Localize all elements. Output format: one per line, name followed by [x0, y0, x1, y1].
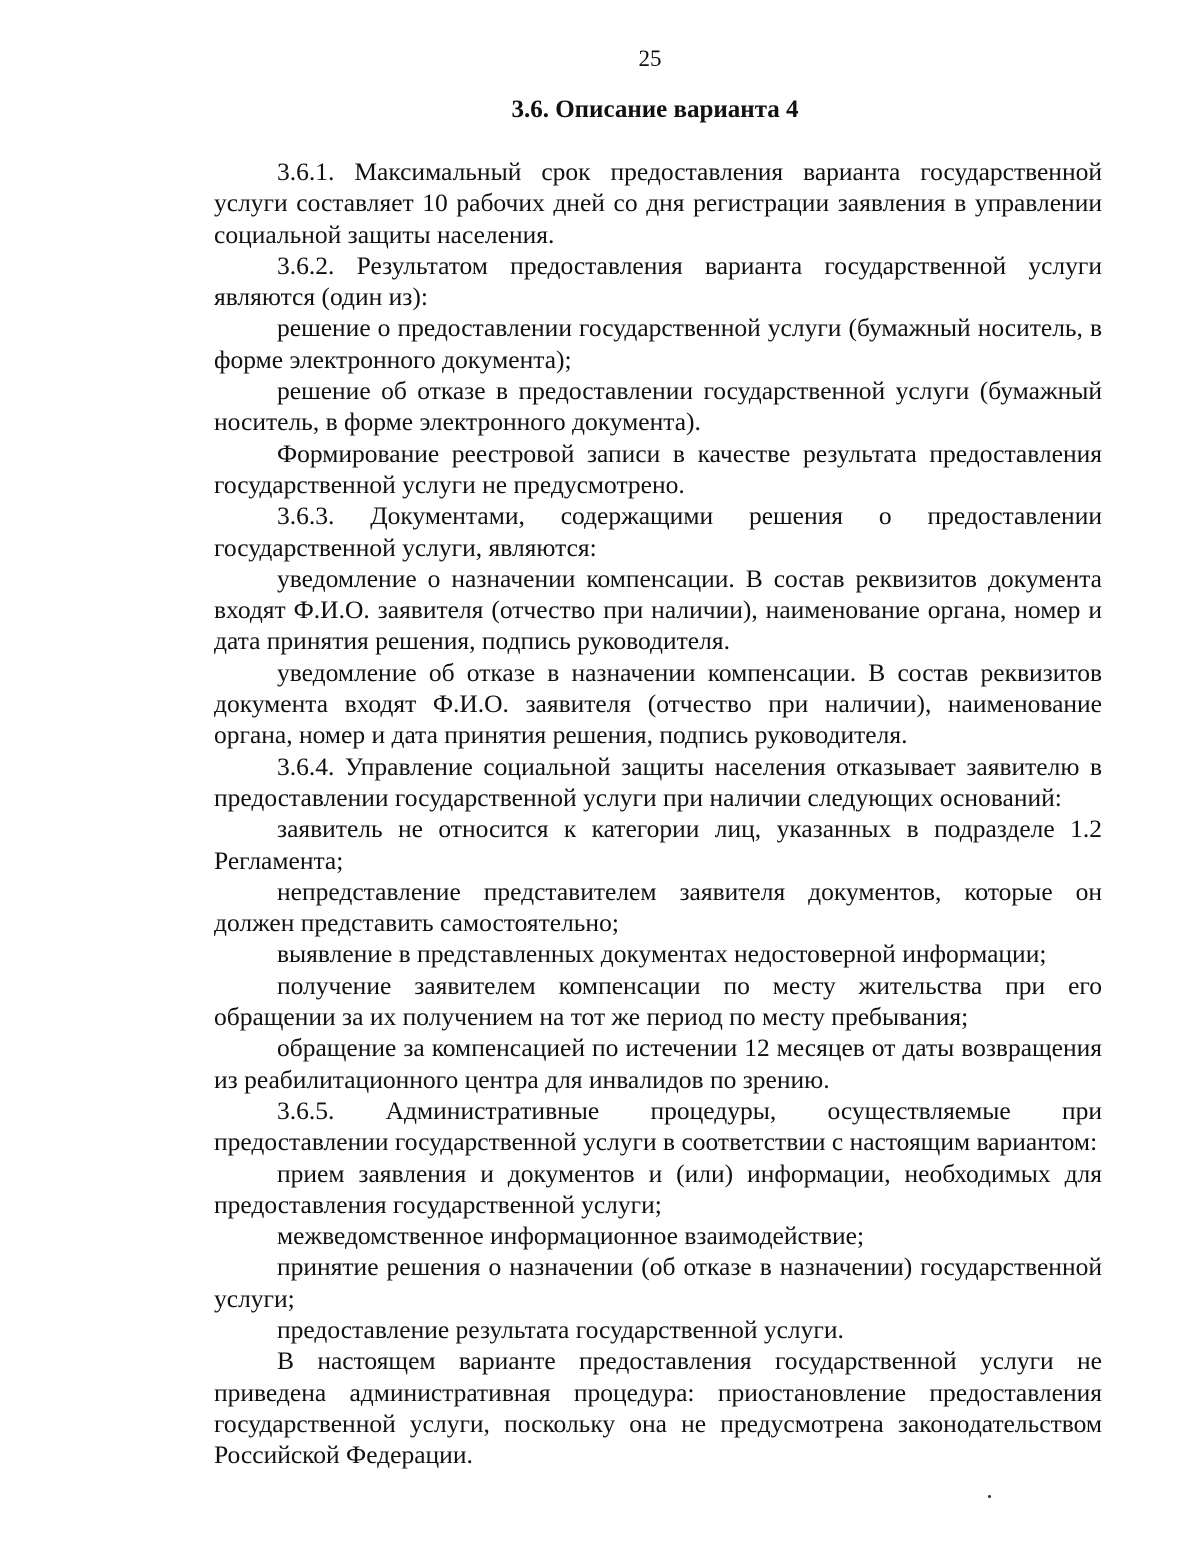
- list-item: прием заявления и документов и (или) информации, необходимых для предоставления государственной услуги;: [214, 1158, 1102, 1219]
- list-item: решение о предоставлении государственной услуги (бумажный носитель, в форме электронного документа);: [214, 313, 1102, 374]
- list-item: выявление в представленных документах недостоверной информации;: [277, 939, 1047, 969]
- list-item: непредставление представителем заявителя документов, которые он должен представить самостоятельно;: [214, 876, 1102, 938]
- paragraph: 3.6.2. Результатом предоставления варианта государственной услуги являются (один из):: [214, 250, 1102, 312]
- list-item: заявитель не относится к категории лиц, указанных в подразделе 1.2 Регламента;: [214, 814, 1102, 875]
- section-heading: 3.6. Описание варианта 4: [511, 96, 799, 123]
- paragraph: 3.6.3. Документами, содержащими решения о предоставлении государственной услуги, являются:: [214, 501, 1102, 562]
- list-item: межведомственное информационное взаимодействие;: [277, 1221, 865, 1251]
- list-item: уведомление о назначении компенсации. В состав реквизитов документа входят Ф.И.О. заявителя (отчество при наличии), наименование органа, номер и дата принятия решения, подпись руководителя.: [214, 563, 1102, 656]
- paragraph: 3.6.4. Управление социальной защиты населения отказывает заявителю в предоставлении государственной услуги при наличии следующих оснований:: [214, 751, 1102, 812]
- paragraph: Формирование реестровой записи в качестве результата предоставления государственной услуги не предусмотрено.: [214, 438, 1102, 499]
- page-number: 25: [638, 46, 662, 71]
- body-text: [214, 156, 1102, 1470]
- paragraph: 3.6.5. Административные процедуры, осуществляемые при предоставлении государственной услуги в соответствии с настоящим вариантом:: [214, 1095, 1102, 1157]
- list-item: уведомление об отказе в назначении компенсации. В состав реквизитов документа входят Ф.И.О. заявителя (отчество при наличии), наименование органа, номер и дата принятия решения, подпись руководителя.: [214, 657, 1102, 750]
- paragraph: В настоящем варианте предоставления государственной услуги не приведена административная процедура: приостановление предоставления государственной услуги, поскольку она не предусмотрена законодательством Российской Федерации.: [214, 1346, 1102, 1470]
- paragraph: 3.6.1. Максимальный срок предоставления варианта государственной услуги составляет 10 рабочих дней со дня регистрации заявления в управлении социальной защиты населения.: [214, 157, 1102, 249]
- list-item: принятие решения о назначении (об отказе в назначении) государственной услуги;: [214, 1252, 1102, 1313]
- scan-speck: [988, 1495, 991, 1498]
- list-item: обращение за компенсацией по истечении 12 месяцев от даты возвращения из реабилитационного центра для инвалидов по зрению.: [214, 1033, 1102, 1094]
- list-item: получение заявителем компенсации по месту жительства при его обращении за их получением на тот же период по месту пребывания;: [214, 970, 1102, 1032]
- list-item: решение об отказе в предоставлении государственной услуги (бумажный носитель, в форме электронного документа).: [214, 376, 1102, 437]
- list-item: предоставление результата государственной услуги.: [277, 1314, 844, 1344]
